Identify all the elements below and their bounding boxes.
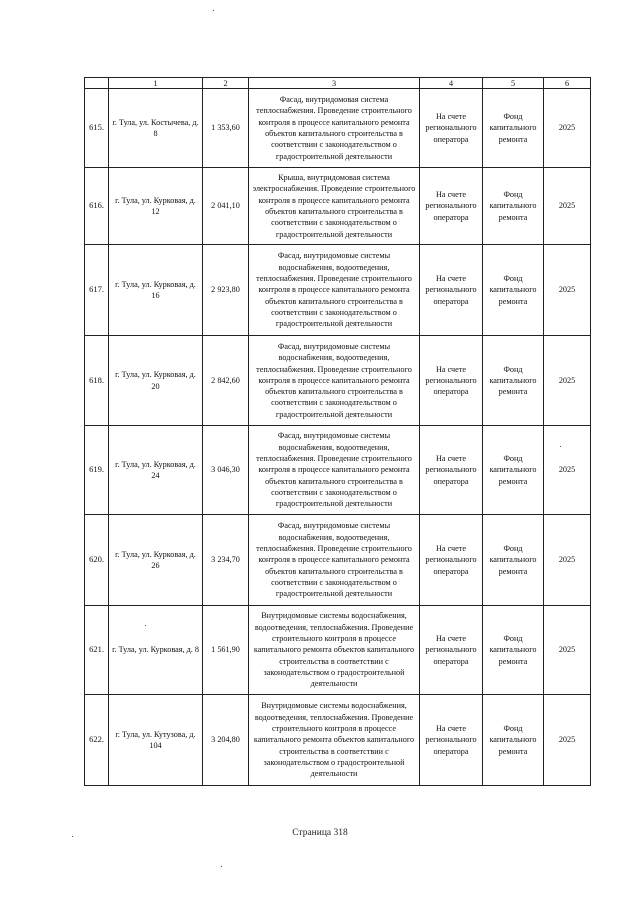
row-number: 619.: [85, 426, 109, 515]
year-cell: 2025: [544, 695, 591, 786]
header-cell-3: 3: [249, 78, 420, 89]
address-cell: г. Тула, ул. Курковая, д. 26: [109, 515, 203, 606]
funding-source-cell: Фонд капитального ремонта: [483, 606, 544, 695]
scan-speck: [560, 446, 561, 447]
table-row: [85, 606, 591, 695]
work-description-cell: Фасад, внутридомовые системы водоснабжения, водоотведения, теплоснабжения. Проведение строительного контроля в процессе капитального ремонта объектов капитального строительства в соответствии с законодательством о градостроительной деятельности: [249, 336, 420, 426]
account-type-cell: На счете регионального оператора: [420, 89, 483, 168]
address-cell: г. Тула, ул. Костычева, д. 8: [109, 89, 203, 168]
header-cell-2: 2: [203, 78, 249, 89]
cost-cell: 3 234,70: [203, 515, 249, 606]
table-row: [85, 245, 591, 336]
column-number-row: [85, 78, 591, 89]
work-description-cell: Фасад, внутридомовые системы водоснабжения, водоотведения, теплоснабжения. Проведение строительного контроля в процессе капитального ремонта объектов капитального строительства в соответствии с законодательством о градостроительной деятельности: [249, 426, 420, 515]
row-number: 615.: [85, 89, 109, 168]
address-cell: г. Тула, ул. Курковая, д. 12: [109, 168, 203, 245]
cost-cell: 2 041,10: [203, 168, 249, 245]
work-description-cell: Внутридомовые системы водоснабжения, водоотведения, теплоснабжения. Проведение строительного контроля в процессе капитального ремонта объектов капитального строительства в соответствии с законодательством о градостроительной деятельности: [249, 695, 420, 786]
funding-source-cell: Фонд капитального ремонта: [483, 89, 544, 168]
cost-cell: 1 561,90: [203, 606, 249, 695]
table-row: [85, 515, 591, 606]
work-description-cell: Внутридомовые системы водоснабжения, водоотведения, теплоснабжения. Проведение строительного контроля в процессе капитального ремонта объектов капитального строительства в соответствии с законодательством о градостроительной деятельности: [249, 606, 420, 695]
work-description-cell: Крыша, внутридомовая система электроснабжения. Проведение строительного контроля в процессе капитального ремонта объектов капитального строительства в соответствии с законодательством о градостроительной деятельности: [249, 168, 420, 245]
account-type-cell: На счете регионального оператора: [420, 336, 483, 426]
account-type-cell: На счете регионального оператора: [420, 426, 483, 515]
account-type-cell: На счете регионального оператора: [420, 245, 483, 336]
year-cell: 2025: [544, 606, 591, 695]
table-row: [85, 336, 591, 426]
header-cell-blank: [85, 78, 109, 89]
scan-speck: [72, 836, 73, 837]
funding-source-cell: Фонд капитального ремонта: [483, 515, 544, 606]
cost-cell: 3 204,80: [203, 695, 249, 786]
funding-source-cell: Фонд капитального ремонта: [483, 695, 544, 786]
cost-cell: 2 842,60: [203, 336, 249, 426]
funding-source-cell: Фонд капитального ремонта: [483, 168, 544, 245]
capital-repair-table: [84, 77, 591, 786]
account-type-cell: На счете регионального оператора: [420, 515, 483, 606]
table-row: [85, 695, 591, 786]
header-cell-1: 1: [109, 78, 203, 89]
cost-cell: 2 923,80: [203, 245, 249, 336]
row-number: 618.: [85, 336, 109, 426]
scan-speck: [221, 866, 222, 867]
scan-speck: [145, 625, 146, 626]
account-type-cell: На счете регионального оператора: [420, 168, 483, 245]
work-description-cell: Фасад, внутридомовая система теплоснабжения. Проведение строительного контроля в процессе капитального ремонта объектов капитального строительства в соответствии с законодательством о градостроительной деятельности: [249, 89, 420, 168]
address-cell: г. Тула, ул. Курковая, д. 24: [109, 426, 203, 515]
row-number: 621.: [85, 606, 109, 695]
funding-source-cell: Фонд капитального ремонта: [483, 336, 544, 426]
funding-source-cell: Фонд капитального ремонта: [483, 426, 544, 515]
row-number: 622.: [85, 695, 109, 786]
year-cell: 2025: [544, 168, 591, 245]
table-row: [85, 426, 591, 515]
page-number: Страница 318: [292, 828, 348, 838]
table-row: [85, 89, 591, 168]
scan-speck: [213, 10, 214, 11]
header-cell-6: 6: [544, 78, 591, 89]
address-cell: г. Тула, ул. Курковая, д. 16: [109, 245, 203, 336]
funding-source-cell: Фонд капитального ремонта: [483, 245, 544, 336]
table-row: [85, 168, 591, 245]
address-cell: г. Тула, ул. Курковая, д. 20: [109, 336, 203, 426]
row-number: 620.: [85, 515, 109, 606]
address-cell: г. Тула, ул. Кутузова, д. 104: [109, 695, 203, 786]
cost-cell: 1 353,60: [203, 89, 249, 168]
cost-cell: 3 046,30: [203, 426, 249, 515]
year-cell: 2025: [544, 89, 591, 168]
address-cell: г. Тула, ул. Курковая, д. 8: [109, 606, 203, 695]
work-description-cell: Фасад, внутридомовые системы водоснабжения, водоотведения, теплоснабжения. Проведение строительного контроля в процессе капитального ремонта объектов капитального строительства в соответствии с законодательством о градостроительной деятельности: [249, 245, 420, 336]
header-cell-5: 5: [483, 78, 544, 89]
year-cell: 2025: [544, 245, 591, 336]
row-number: 616.: [85, 168, 109, 245]
account-type-cell: На счете регионального оператора: [420, 606, 483, 695]
account-type-cell: На счете регионального оператора: [420, 695, 483, 786]
year-cell: 2025: [544, 426, 591, 515]
year-cell: 2025: [544, 336, 591, 426]
row-number: 617.: [85, 245, 109, 336]
year-cell: 2025: [544, 515, 591, 606]
work-description-cell: Фасад, внутридомовые системы водоснабжения, водоотведения, теплоснабжения. Проведение строительного контроля в процессе капитального ремонта объектов капитального строительства в соответствии с законодательством о градостроительной деятельности: [249, 515, 420, 606]
header-cell-4: 4: [420, 78, 483, 89]
